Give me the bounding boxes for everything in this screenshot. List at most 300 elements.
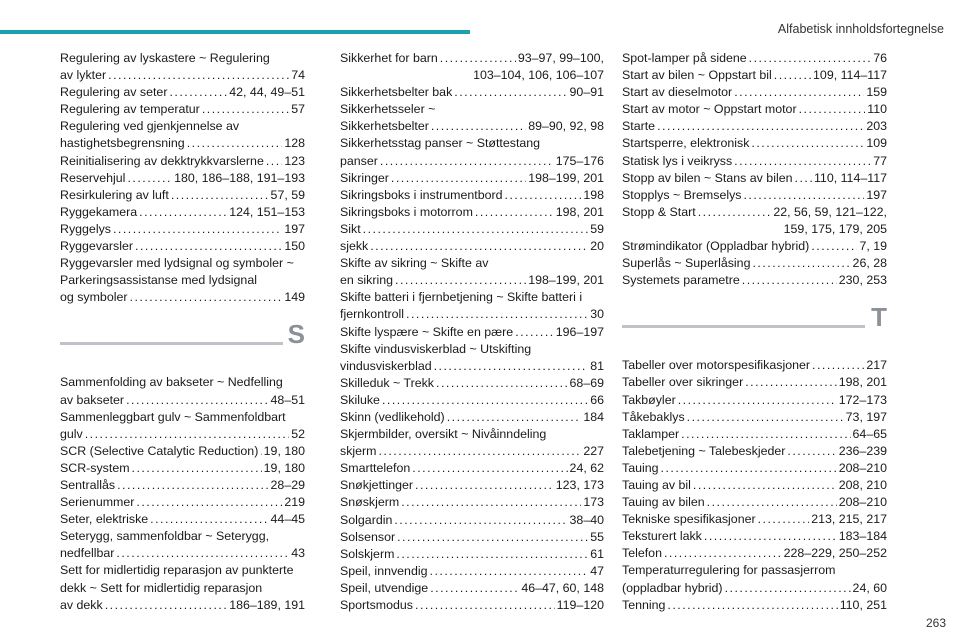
entry-pages: 109 bbox=[866, 136, 887, 151]
index-entry bbox=[622, 392, 887, 409]
page-number: 263 bbox=[925, 616, 946, 630]
index-entry bbox=[340, 341, 604, 375]
entry-pages: 19, 180 bbox=[263, 460, 305, 475]
index-entry bbox=[340, 546, 604, 563]
entry-text-line: Temperaturregulering for passasjerrom bbox=[622, 563, 836, 578]
entry-leader-line bbox=[340, 477, 604, 494]
entry-leader-line bbox=[622, 409, 887, 426]
dot-leader bbox=[707, 494, 837, 511]
entry-term: Speil, innvendig bbox=[340, 563, 428, 578]
entry-leader-line bbox=[622, 545, 887, 562]
page-title: Alfabetisk innholdsfortegnelse bbox=[777, 22, 944, 36]
entry-pages: 77 bbox=[873, 153, 887, 168]
entry-pages: 64–65 bbox=[852, 426, 887, 441]
dot-leader bbox=[795, 170, 812, 187]
index-entry bbox=[60, 84, 305, 101]
section-letter: T bbox=[871, 302, 887, 333]
entry-pages: 213, 215, 217 bbox=[811, 512, 887, 527]
entry-pages: 24, 62 bbox=[569, 461, 604, 476]
dot-leader bbox=[661, 460, 837, 477]
entry-leader-line bbox=[60, 597, 305, 614]
index-entry bbox=[340, 563, 604, 580]
index-entry bbox=[340, 187, 604, 204]
dot-leader bbox=[136, 494, 282, 511]
entry-term: Tenning bbox=[622, 597, 666, 612]
entry-pages: 76 bbox=[873, 51, 887, 65]
index-entry bbox=[60, 494, 305, 511]
entry-leader-line bbox=[622, 153, 887, 170]
entry-term: Solgardin bbox=[340, 512, 393, 527]
dot-leader bbox=[734, 84, 864, 101]
dot-leader bbox=[202, 101, 289, 118]
dot-leader bbox=[363, 221, 589, 238]
entry-term: panser bbox=[340, 153, 378, 168]
index-entry bbox=[60, 221, 305, 238]
entry-pages: 46–47, 60, 148 bbox=[521, 580, 604, 595]
index-entry bbox=[622, 562, 887, 596]
index-entry bbox=[340, 375, 604, 392]
entry-pages: 172–173 bbox=[838, 392, 887, 407]
dot-leader bbox=[382, 392, 588, 409]
entry-leader-line bbox=[60, 204, 305, 221]
entry-leader-line bbox=[60, 84, 305, 101]
entry-pages: 52 bbox=[291, 426, 305, 441]
entry-term: Statisk lys i veikryss bbox=[622, 153, 733, 168]
entry-text-line: Skjermbilder, oversikt ~ Nivåinndeling bbox=[340, 427, 547, 442]
entry-leader-line bbox=[340, 512, 604, 529]
entry-term: Startsperre, elektronisk bbox=[622, 136, 750, 151]
entry-term: Solsensor bbox=[340, 529, 396, 544]
entry-pages: 22, 56, 59, 121–122, bbox=[773, 204, 887, 219]
entry-leader-line bbox=[340, 409, 604, 426]
entry-term: (oppladbar hybrid) bbox=[622, 580, 723, 595]
entry-pages: 186–189, 191 bbox=[229, 597, 305, 612]
entry-leader-line bbox=[622, 357, 887, 374]
index-entry bbox=[622, 426, 887, 443]
entry-term: Sikt bbox=[340, 221, 361, 236]
entry-term: Ryggevarsler bbox=[60, 239, 133, 254]
index-column-3 bbox=[622, 50, 887, 614]
index-entry bbox=[622, 153, 887, 170]
section-divider bbox=[622, 325, 865, 328]
entry-term: Strømindikator (Oppladbar hybrid) bbox=[622, 239, 810, 254]
entry-leader-line bbox=[622, 67, 887, 84]
entry-pages: 93–97, 99–100, bbox=[517, 51, 604, 65]
dot-leader bbox=[116, 545, 289, 562]
dot-leader bbox=[139, 204, 227, 221]
entry-pages: 198, 201 bbox=[555, 204, 604, 219]
dot-leader bbox=[260, 443, 261, 460]
entry-pages: 180, 186–188, 191–193 bbox=[174, 170, 305, 185]
entry-leader-line bbox=[60, 238, 305, 255]
dot-leader bbox=[105, 597, 228, 614]
entry-term: av dekk bbox=[60, 597, 103, 612]
index-entry bbox=[60, 443, 305, 460]
dot-leader bbox=[693, 477, 837, 494]
index-entry bbox=[60, 528, 305, 562]
entry-pages: 57 bbox=[291, 102, 305, 117]
dot-leader bbox=[132, 460, 262, 477]
dot-leader bbox=[751, 135, 864, 152]
index-entry bbox=[622, 477, 887, 494]
dot-leader bbox=[734, 153, 871, 170]
index-entry bbox=[622, 494, 887, 511]
entry-leader-line bbox=[340, 546, 604, 563]
index-entry bbox=[60, 187, 305, 204]
entry-term: Takbøyler bbox=[622, 392, 676, 407]
entry-leader-line bbox=[622, 50, 887, 67]
entry-term: Tauing bbox=[622, 460, 659, 475]
index-entry bbox=[622, 84, 887, 101]
entry-pages: 81 bbox=[590, 358, 604, 373]
dot-leader bbox=[415, 597, 555, 614]
entry-term: Talebetjening ~ Talebeskjeder bbox=[622, 443, 786, 458]
entry-term: Regulering av seter bbox=[60, 85, 168, 100]
dot-leader bbox=[657, 118, 864, 135]
entry-leader-line bbox=[340, 118, 604, 135]
index-entry bbox=[340, 409, 604, 426]
dot-leader bbox=[704, 528, 837, 545]
entry-pages: 183–184 bbox=[838, 529, 887, 544]
entry-leader-line bbox=[60, 135, 305, 152]
dot-leader bbox=[774, 67, 811, 84]
dot-leader bbox=[391, 170, 526, 187]
entry-term: Ryggelys bbox=[60, 221, 111, 236]
entry-term: Seter, elektriske bbox=[60, 512, 149, 527]
entry-text-line: dekk ~ Sett for midlertidig reparasjon bbox=[60, 580, 263, 595]
dot-leader bbox=[171, 187, 269, 204]
entry-pages: 7, 19 bbox=[859, 239, 887, 254]
entry-term: Sikkerhetsbelter bbox=[340, 119, 429, 134]
dot-leader bbox=[406, 306, 588, 323]
index-entry bbox=[60, 460, 305, 477]
entry-leader-line bbox=[622, 118, 887, 135]
entry-pages: 219 bbox=[284, 495, 305, 510]
entry-leader-line bbox=[340, 460, 604, 477]
entry-pages: 26, 28 bbox=[852, 256, 887, 271]
dot-leader bbox=[117, 477, 268, 494]
section-header bbox=[60, 319, 305, 366]
entry-leader-line bbox=[622, 477, 887, 494]
index-entry bbox=[622, 255, 887, 272]
dot-leader bbox=[85, 426, 289, 443]
dot-leader bbox=[412, 460, 567, 477]
entry-leader-line bbox=[622, 494, 887, 511]
entry-term: Tabeller over motorspesifikasjoner bbox=[622, 358, 811, 373]
index-entry bbox=[622, 187, 887, 204]
index-entry bbox=[622, 357, 887, 374]
entry-term: Telefon bbox=[622, 546, 662, 561]
index-entry bbox=[60, 170, 305, 187]
entry-term: Snøskjerm bbox=[340, 495, 400, 510]
index-entry bbox=[60, 204, 305, 221]
entry-leader-line bbox=[340, 153, 604, 170]
entry-leader-line bbox=[622, 511, 887, 528]
index-entry bbox=[622, 443, 887, 460]
entry-pages-continued: 103–104, 106, 106–107 bbox=[473, 68, 604, 83]
index-entry bbox=[622, 460, 887, 477]
dot-leader bbox=[749, 50, 872, 67]
entry-pages: 208–210 bbox=[838, 460, 887, 475]
entry-leader-line bbox=[622, 580, 887, 597]
entry-leader-line bbox=[340, 84, 604, 101]
index-entry bbox=[340, 512, 604, 529]
index-entry bbox=[340, 50, 604, 84]
entry-leader-line bbox=[622, 135, 887, 152]
entry-pages: 217 bbox=[866, 358, 887, 373]
dot-leader bbox=[378, 443, 581, 460]
dot-leader bbox=[799, 101, 866, 118]
index-entry bbox=[622, 409, 887, 426]
entry-leader-line bbox=[60, 392, 305, 409]
dot-leader bbox=[380, 153, 554, 170]
entry-leader-line bbox=[622, 528, 887, 545]
entry-pages: 19, 180 bbox=[263, 443, 305, 458]
entry-leader-line bbox=[622, 238, 887, 255]
section-divider bbox=[60, 342, 283, 345]
entry-leader-line bbox=[60, 545, 305, 562]
index-entry bbox=[340, 392, 604, 409]
entry-text-line: Regulering av lyskastere ~ Regulering bbox=[60, 51, 270, 65]
dot-leader bbox=[434, 358, 589, 375]
entry-pages: 175–176 bbox=[555, 153, 604, 168]
index-entry bbox=[60, 409, 305, 443]
entry-pages: 110, 114–117 bbox=[813, 170, 887, 185]
entry-leader-line bbox=[622, 597, 887, 614]
entry-leader-line bbox=[60, 153, 305, 170]
entry-leader-line bbox=[340, 358, 604, 375]
dot-leader bbox=[431, 118, 526, 135]
entry-pages-continued: 159, 175, 179, 205 bbox=[783, 221, 887, 236]
entry-pages: 24, 60 bbox=[852, 580, 887, 595]
dot-leader bbox=[752, 255, 850, 272]
entry-term: en sikring bbox=[340, 273, 394, 288]
entry-leader-line bbox=[340, 238, 604, 255]
entry-term: Tekniske spesifikasjoner bbox=[622, 512, 756, 527]
entry-term: Tauing av bil bbox=[622, 477, 691, 492]
entry-pages: 38–40 bbox=[569, 512, 604, 527]
index-entry bbox=[622, 170, 887, 187]
dot-leader bbox=[745, 374, 837, 391]
entry-leader-line bbox=[622, 392, 887, 409]
entry-pages: 55 bbox=[590, 529, 604, 544]
entry-leader-line bbox=[622, 255, 887, 272]
entry-pages: 119–120 bbox=[556, 598, 604, 612]
index-entry bbox=[340, 477, 604, 494]
entry-text-line: Sammenfolding av bakseter ~ Nedfelling bbox=[60, 375, 283, 390]
entry-term: av bakseter bbox=[60, 392, 125, 407]
entry-pages: 42, 44, 49–51 bbox=[229, 85, 305, 100]
entry-leader-line bbox=[340, 187, 604, 204]
index-entry bbox=[60, 511, 305, 528]
dot-leader bbox=[515, 324, 554, 341]
entry-pages: 89–90, 92, 98 bbox=[528, 119, 604, 134]
entry-leader-line bbox=[340, 324, 604, 341]
index-entry bbox=[340, 221, 604, 238]
page-header bbox=[0, 0, 960, 40]
index-entry bbox=[622, 204, 887, 238]
entry-term: nedfellbar bbox=[60, 546, 115, 561]
index-entry bbox=[340, 289, 604, 323]
entry-term: Reinitialisering av dekktrykkvarslerne bbox=[60, 153, 264, 168]
entry-leader-line bbox=[60, 289, 305, 306]
entry-leader-line bbox=[622, 187, 887, 204]
entry-pages: 150 bbox=[284, 239, 305, 254]
entry-pages: 123, 173 bbox=[555, 478, 604, 493]
entry-pages: 110 bbox=[867, 102, 887, 117]
dot-leader bbox=[150, 511, 268, 528]
entry-term: SCR (Selective Catalytic Reduction) bbox=[60, 443, 259, 458]
entry-pages: 28–29 bbox=[270, 477, 305, 492]
entry-leader-line bbox=[340, 392, 604, 409]
index-entry bbox=[340, 238, 604, 255]
index-entry bbox=[60, 238, 305, 255]
dot-leader bbox=[415, 477, 554, 494]
entry-term: Sikringsboks i instrumentbord bbox=[340, 187, 503, 202]
entry-pages: 227 bbox=[583, 444, 604, 459]
dot-leader bbox=[430, 563, 589, 580]
dot-leader bbox=[397, 529, 588, 546]
entry-text-line: Skifte vindusviskerblad ~ Utskifting bbox=[340, 341, 532, 356]
index-entry bbox=[60, 374, 305, 408]
entry-term: Skiluke bbox=[340, 392, 380, 407]
entry-leader-line bbox=[622, 374, 887, 391]
index-entry bbox=[340, 529, 604, 546]
index-entry bbox=[340, 460, 604, 477]
entry-term: Sikkerhet for barn bbox=[340, 51, 438, 65]
index-entry bbox=[340, 170, 604, 187]
dot-leader bbox=[169, 84, 227, 101]
entry-term: Sportsmodus bbox=[340, 598, 414, 612]
entry-leader-line bbox=[622, 443, 887, 460]
entry-text-line: Skifte av sikring ~ Skifte av bbox=[340, 256, 489, 271]
entry-pages: 57, 59 bbox=[270, 187, 305, 202]
entry-pages: 59 bbox=[590, 221, 604, 236]
dot-leader bbox=[475, 204, 554, 221]
entry-leader-line bbox=[340, 306, 604, 323]
index-entry bbox=[60, 255, 305, 306]
entry-pages: 173 bbox=[583, 495, 604, 510]
entry-leader-line bbox=[340, 204, 604, 221]
entry-term: Tåkebaklys bbox=[622, 409, 685, 424]
entry-leader-line bbox=[340, 443, 604, 460]
index-entry bbox=[340, 135, 604, 169]
entry-pages: 47 bbox=[590, 563, 604, 578]
entry-pages: 90–91 bbox=[569, 85, 604, 100]
dot-leader bbox=[430, 580, 519, 597]
entry-term: Serienummer bbox=[60, 495, 135, 510]
dot-leader bbox=[505, 187, 582, 204]
index-entry bbox=[340, 494, 604, 511]
entry-term: skjerm bbox=[340, 444, 377, 459]
dot-leader bbox=[396, 546, 588, 563]
entry-leader-line bbox=[340, 50, 604, 67]
entry-pages: 124, 151–153 bbox=[229, 204, 305, 219]
entry-pages: 73, 197 bbox=[845, 409, 887, 424]
entry-leader-line bbox=[60, 443, 305, 460]
entry-term: vindusviskerblad bbox=[340, 358, 432, 373]
entry-term: Sikringsboks i motorrom bbox=[340, 204, 473, 219]
entry-pages: 198, 201 bbox=[838, 375, 887, 390]
dot-leader bbox=[758, 511, 810, 528]
entry-pages: 197 bbox=[284, 221, 305, 236]
entry-term: Spot-lamper på sidene bbox=[622, 51, 747, 65]
entry-leader-line bbox=[340, 563, 604, 580]
dot-leader bbox=[126, 392, 268, 409]
index-entry bbox=[622, 118, 887, 135]
entry-term: av lykter bbox=[60, 68, 107, 83]
entry-term: Stopp av bilen ~ Stans av bilen bbox=[622, 170, 793, 185]
dot-leader bbox=[395, 272, 526, 289]
entry-leader-line bbox=[60, 101, 305, 118]
dot-leader bbox=[127, 170, 172, 187]
entry-term: Reservehjul bbox=[60, 170, 126, 185]
entry-term: sjekk bbox=[340, 239, 369, 254]
entry-term: Ryggekamera bbox=[60, 204, 138, 219]
entry-term: Start av bilen ~ Oppstart bil bbox=[622, 68, 772, 83]
entry-leader-line bbox=[340, 375, 604, 392]
entry-pages: 48–51 bbox=[270, 392, 305, 407]
dot-leader bbox=[370, 238, 588, 255]
index-entry bbox=[340, 597, 604, 614]
dot-leader bbox=[113, 221, 282, 238]
entry-leader-line bbox=[60, 67, 305, 84]
dot-leader bbox=[394, 512, 567, 529]
entry-leader-line bbox=[60, 460, 305, 477]
entry-term: Snøkjettinger bbox=[340, 478, 414, 493]
entry-term: Sikringer bbox=[340, 170, 389, 185]
entry-pages: 197 bbox=[866, 187, 887, 202]
entry-text-line: Sett for midlertidig reparasjon av punkterte bbox=[60, 563, 294, 578]
entry-term: Taklamper bbox=[622, 426, 680, 441]
entry-pages: 30 bbox=[590, 307, 604, 322]
entry-pages: 208, 210 bbox=[838, 477, 887, 492]
entry-text-line: Ryggevarsler med lydsignal og symboler ~ bbox=[60, 256, 294, 271]
entry-text-line: Sikkerhetsseler ~ bbox=[340, 102, 436, 117]
entry-leader-line bbox=[60, 426, 305, 443]
entry-leader-line bbox=[340, 597, 604, 614]
entry-pages: 43 bbox=[291, 546, 305, 561]
dot-leader bbox=[787, 443, 836, 460]
index-entry bbox=[340, 324, 604, 341]
index-entry bbox=[340, 426, 604, 460]
entry-term: Resirkulering av luft bbox=[60, 187, 169, 202]
entry-leader-line bbox=[622, 101, 887, 118]
entry-pages: 128 bbox=[284, 136, 305, 151]
dot-leader bbox=[687, 409, 844, 426]
entry-leader-line bbox=[340, 170, 604, 187]
entry-term: Start av motor ~ Oppstart motor bbox=[622, 102, 797, 117]
index-entry bbox=[622, 597, 887, 614]
entry-pages: 66 bbox=[590, 392, 604, 407]
entry-leader-line bbox=[622, 204, 887, 221]
entry-term: Speil, utvendige bbox=[340, 580, 429, 595]
dot-leader bbox=[664, 545, 782, 562]
entry-pages: 44–45 bbox=[270, 512, 305, 527]
index-entry bbox=[622, 545, 887, 562]
entry-text-line: Parkeringsassistanse med lydsignal bbox=[60, 273, 257, 288]
index-entry bbox=[340, 204, 604, 221]
dot-leader bbox=[440, 50, 516, 67]
dot-leader bbox=[454, 84, 567, 101]
entry-pages: 20 bbox=[590, 239, 604, 254]
entry-leader-line bbox=[622, 170, 887, 187]
entry-text-line: Skifte batteri i fjernbetjening ~ Skifte batteri i bbox=[340, 290, 583, 305]
entry-leader-line bbox=[60, 170, 305, 187]
entry-term: Start av dieselmotor bbox=[622, 85, 733, 100]
entry-text-line: Sikkerhetsstag panser ~ Støttestang bbox=[340, 136, 541, 151]
entry-leader-line bbox=[60, 221, 305, 238]
